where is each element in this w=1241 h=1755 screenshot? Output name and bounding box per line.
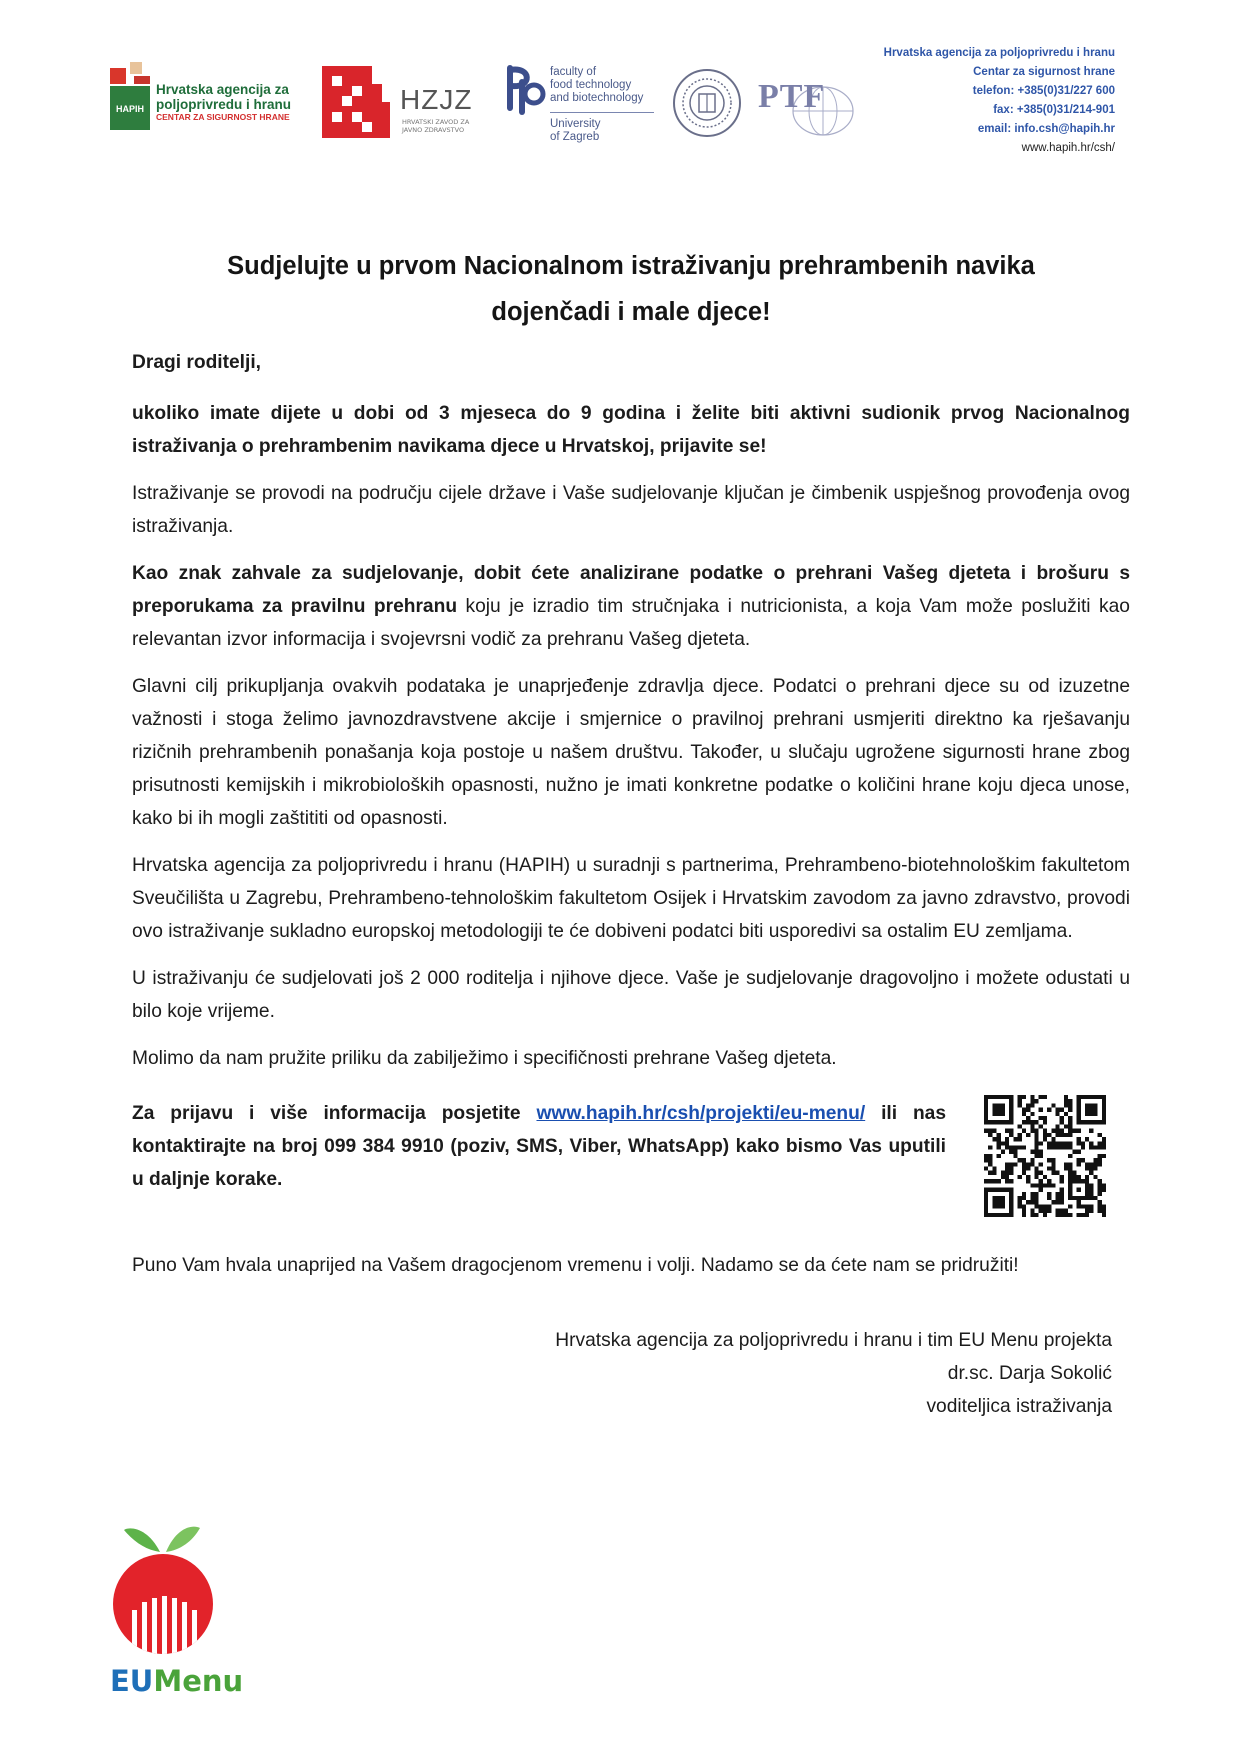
- pbf-university-line2: of Zagreb: [550, 131, 600, 143]
- signature-block: [555, 1324, 1112, 1423]
- intro-paragraph: ukoliko imate dijete u dobi od 3 mjeseca do 9 godina i želite biti aktivni sudionik prvog Nacionalnog istraživanja o prehrambenim navikama djece u Hrvatskoj, prijavite se!: [132, 403, 1130, 457]
- partners-paragraph: Hrvatska agencija za poljoprivredu i hranu (HAPIH) u suradnji s partnerima, Prehrambeno-biotehnološkim fakultetom Sveučilišta u Zagrebu, Prehrambeno-tehnološkim fakultetom Osijek i Hrvatskim zavodom za javno zdravstvo, provodi ovo istraživanje sukladno europskoj metodologiji te će dobiveni podatci biti usporedivi sa ostalim EU zemljama.: [132, 855, 1130, 942]
- ptf-name: PTF: [758, 78, 826, 115]
- pbf-name-line3: and biotechnology: [550, 92, 644, 104]
- ptf-logo: [752, 70, 862, 140]
- registration-section: [132, 1097, 1130, 1207]
- page-title-line1: Sudjelujte u prvom Nacionalnom istraživanju prehrambenih navika: [227, 252, 1035, 280]
- eumenu-logo: [108, 1518, 258, 1718]
- svg-text:HAPIH: HAPIH: [115, 104, 145, 114]
- thanks-rest-text: koju je izradio tim stručnjaka i nutricionista, a koja Vam može poslužiti kao relevantan izvor informacija i svojevrsni vodič za prehranu Vašeg djeteta.: [132, 596, 1130, 650]
- university-seal-icon: [672, 68, 742, 138]
- pbf-logo: [502, 60, 662, 150]
- contact-block: [884, 44, 1115, 158]
- pbf-name-line1: faculty of: [550, 66, 597, 78]
- contact-centre: Centar za sigurnost hrane: [973, 66, 1115, 78]
- hapih-subtitle: CENTAR ZA SIGURNOST HRANE: [156, 112, 290, 122]
- hzjz-subtitle: HRVATSKI ZAVOD ZA JAVNO ZDRAVSTVO: [402, 118, 470, 134]
- registration-intro-text: Za prijavu i više informacija posjetite: [132, 1103, 537, 1124]
- hapih-emblem-icon: [108, 62, 154, 130]
- hapih-name-line2: poljoprivredu i hranu: [156, 97, 292, 112]
- pbf-name-line2: food technology: [550, 79, 632, 91]
- signature-org: Hrvatska agencija za poljoprivredu i hranu i tim EU Menu projekta: [555, 1330, 1112, 1351]
- eumenu-menu-text: Menu: [153, 1664, 244, 1698]
- hapih-name-line1: Hrvatska agencija za: [156, 82, 289, 97]
- thanks-bold-text: Kao znak zahvale za sudjelovanje, dobit ćete analizirane podatke o prehrani Vašeg djeteta i brošuru s preporukama za pravilnu prehranu: [132, 563, 1130, 617]
- eumenu-eu-text: EU: [110, 1664, 154, 1698]
- hzjz-name: HZJZ: [400, 84, 473, 115]
- contact-org: Hrvatska agencija za poljoprivredu i hranu: [883, 47, 1115, 59]
- hapih-logo: [108, 62, 308, 134]
- contact-web: www.hapih.hr/csh/: [1021, 142, 1115, 154]
- signature-name: dr.sc. Darja Sokolić: [947, 1363, 1112, 1384]
- hzjz-emblem-icon: [322, 66, 390, 138]
- pbf-emblem-icon: [502, 60, 546, 116]
- contact-phone: telefon: +385(0)31/227 600: [972, 85, 1115, 97]
- eumenu-wordmark: [110, 1664, 243, 1698]
- closing-paragraph: Puno Vam hvala unaprijed na Vašem dragocjenom vremenu i volji. Nadamo se da ćete nam se pridružiti!: [132, 1255, 1019, 1276]
- pbf-divider: [550, 112, 654, 113]
- participants-paragraph: U istraživanju će sudjelovati još 2 000 roditelja i njihove djece. Vaše je sudjelovanje dragovoljno i možete odustati u bilo koje vrijeme.: [132, 968, 1130, 1022]
- goal-paragraph: Glavni cilj prikupljanja ovakvih podataka je unaprjeđenje zdravlja djece. Podatci o prehrani djece su od izuzetne važnosti i stoga želimo javnozdravstvene akcije i smjernice o pravilnoj prehrani usmjeriti direktno ka rješavanju rizičnih prehrambenih ponašanja koja postoje u našem društvu. Također, u slučaju ugrožene sigurnosti hrane zbog prisutnosti kemijskih i mikrobioloških opasnosti, nužno je imati konkretne podatke o količini hrane koju djeca unose, kako bi ih mogli zaštititi od opasnosti.: [132, 676, 1130, 829]
- scope-paragraph: Istraživanje se provodi na području cijele države i Vaše sudjelovanje ključan je čimbenik uspješnog provođenja ovog istraživanja.: [132, 483, 1130, 537]
- apple-leaves-icon: [108, 1518, 218, 1658]
- page-title: [132, 243, 1130, 335]
- contact-email: email: info.csh@hapih.hr: [977, 123, 1115, 135]
- registration-paragraph: [132, 1097, 946, 1196]
- letter-body: [132, 346, 1130, 1296]
- thanks-paragraph: [132, 557, 1130, 656]
- hzjz-logo: [322, 66, 482, 138]
- greeting: Dragi roditelji,: [132, 352, 262, 373]
- pbf-university-line1: University: [550, 118, 601, 130]
- contact-fax: fax: +385(0)31/214-901: [993, 104, 1115, 116]
- registration-link[interactable]: www.hapih.hr/csh/projekti/eu-menu/: [536, 1103, 866, 1124]
- page-title-line2: dojenčadi i male djece!: [491, 298, 771, 326]
- request-paragraph: Molimo da nam pružite priliku da zabilježimo i specifičnosti prehrane Vašeg djeteta.: [132, 1048, 837, 1069]
- registration-contact-text: ili nas kontaktirajte na broj 099 384 9910 (poziv, SMS, Viber, WhatsApp) kako bismo Vas uputili u daljnje korake.: [132, 1103, 947, 1190]
- qr-code-icon[interactable]: [984, 1095, 1106, 1217]
- signature-role: voditeljica istraživanja: [926, 1396, 1112, 1417]
